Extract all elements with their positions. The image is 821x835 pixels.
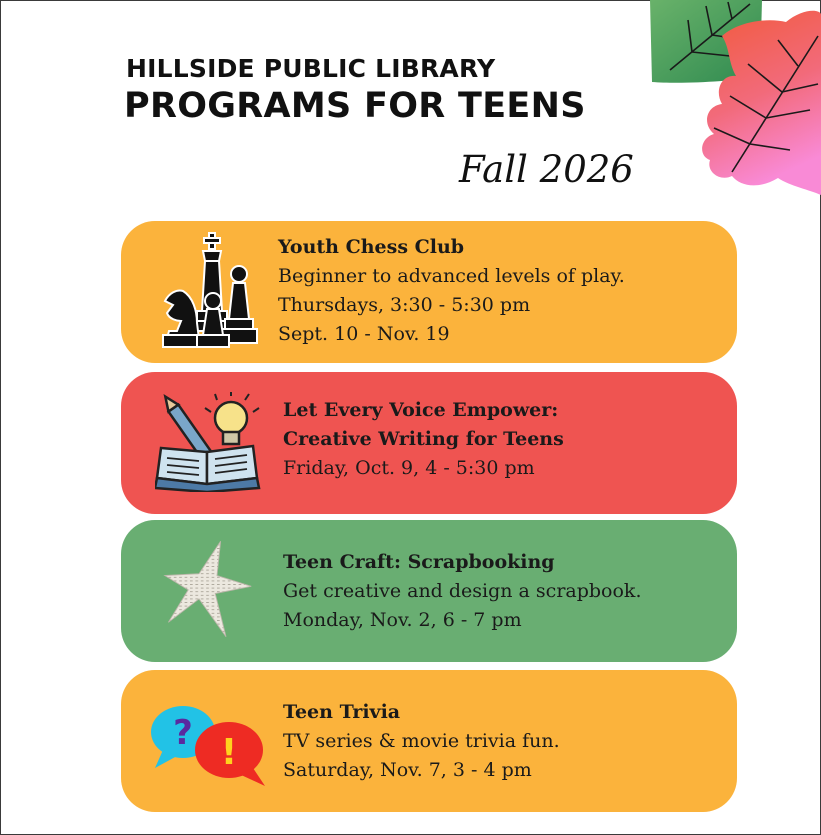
book-pencil-lightbulb-icon bbox=[155, 392, 265, 492]
program-schedule: Friday, Oct. 9, 4 - 5:30 pm bbox=[283, 457, 535, 479]
program-title: Teen Trivia bbox=[283, 701, 401, 723]
program-title: Youth Chess Club bbox=[278, 236, 465, 258]
program-description: Beginner to advanced levels of play. bbox=[278, 265, 625, 287]
program-schedule: Saturday, Nov. 7, 3 - 4 pm bbox=[283, 759, 532, 781]
program-card-creative-writing bbox=[121, 372, 737, 514]
svg-text:?: ? bbox=[173, 713, 193, 753]
program-title: Teen Craft: Scrapbooking bbox=[283, 551, 555, 573]
question-exclamation-bubbles-icon bbox=[149, 698, 269, 788]
page-heading: PROGRAMS FOR TEENS bbox=[124, 86, 586, 126]
chess-pieces-icon bbox=[159, 231, 279, 351]
program-title-line-1: Let Every Voice Empower: bbox=[283, 399, 559, 421]
svg-text:!: ! bbox=[220, 732, 238, 773]
program-description: TV series & movie trivia fun. bbox=[283, 730, 560, 752]
season-label: Fall 2026 bbox=[459, 148, 634, 191]
program-title-line-2: Creative Writing for Teens bbox=[283, 428, 564, 450]
program-description: Get creative and design a scrapbook. bbox=[283, 580, 642, 602]
program-schedule: Thursdays, 3:30 - 5:30 pm bbox=[278, 294, 531, 316]
program-card-trivia bbox=[121, 670, 737, 812]
program-card-chess bbox=[121, 221, 737, 363]
autumn-leaves-icon bbox=[640, 0, 821, 195]
library-name: HILLSIDE PUBLIC LIBRARY bbox=[126, 54, 496, 83]
program-schedule: Monday, Nov. 2, 6 - 7 pm bbox=[283, 609, 522, 631]
program-card-scrapbooking bbox=[121, 520, 737, 662]
program-dates: Sept. 10 - Nov. 19 bbox=[278, 323, 450, 345]
paper-star-icon bbox=[163, 536, 253, 642]
